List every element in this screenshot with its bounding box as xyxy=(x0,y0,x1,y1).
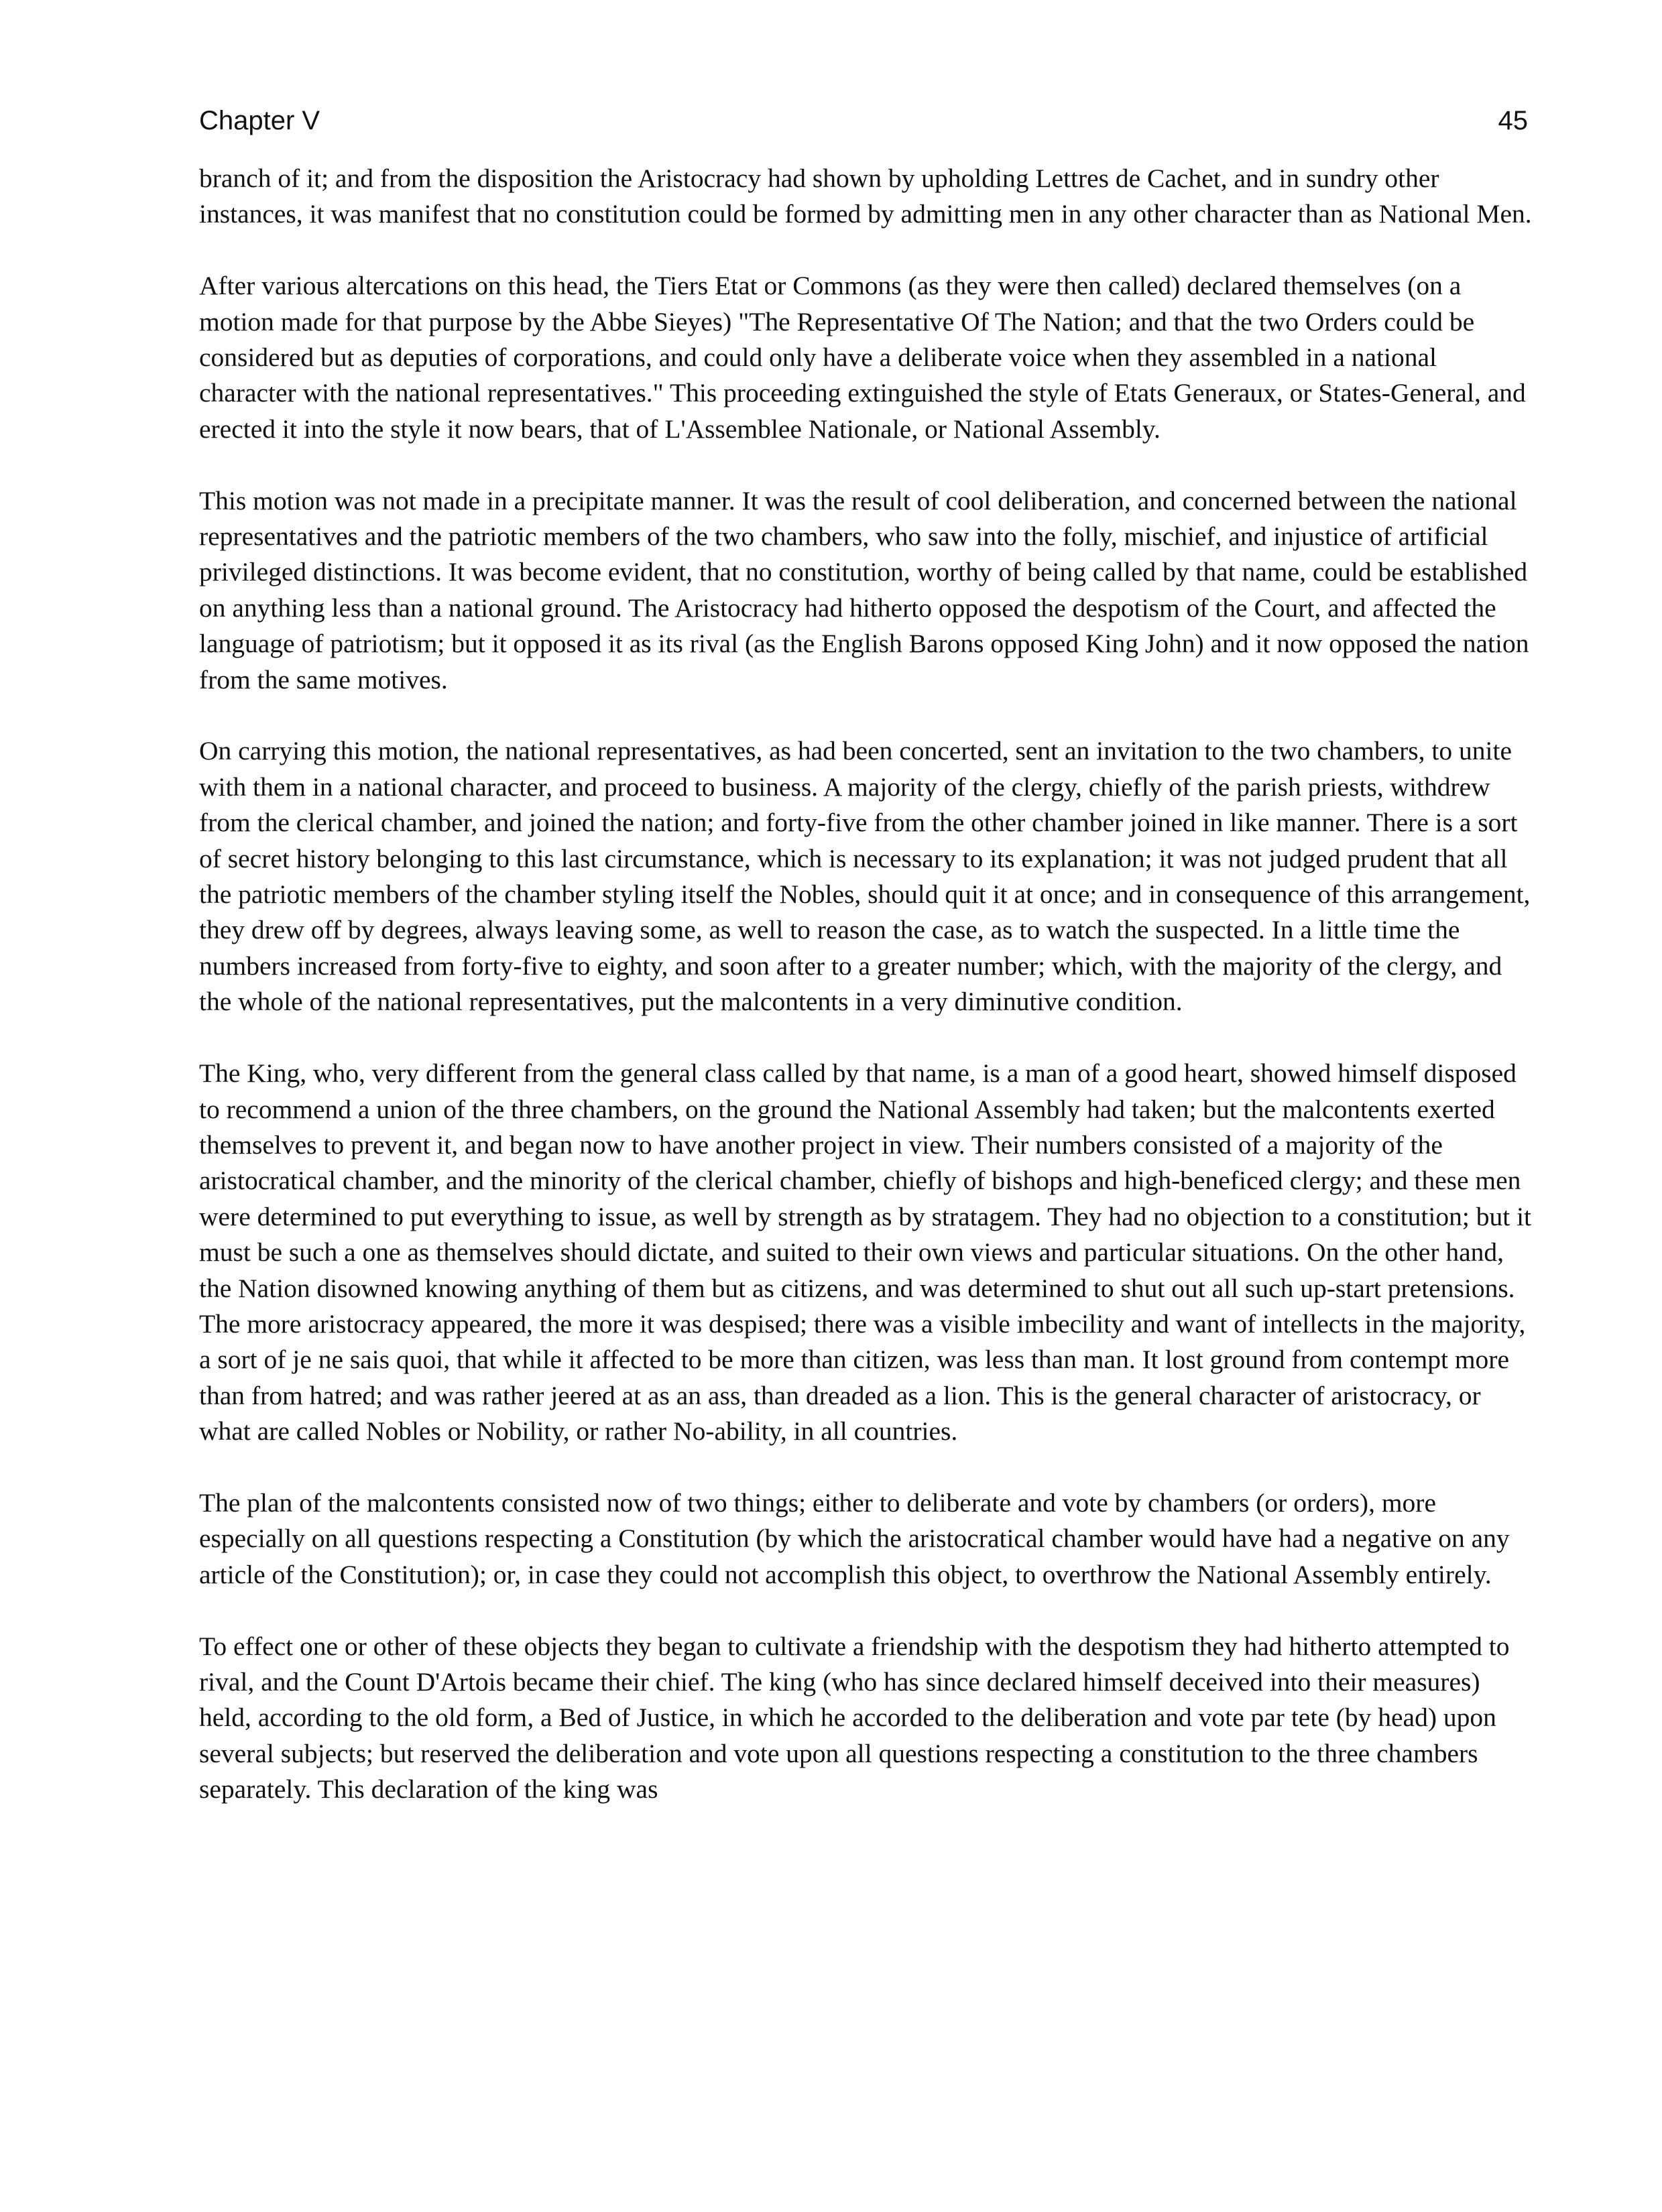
chapter-title: Chapter V xyxy=(199,106,320,135)
running-header xyxy=(199,101,1528,141)
paragraph: After various altercations on this head, the Tiers Etat or Commons (as they were then called) declared themselves (on a motion made for that purpose by the Abbe Sieyes) "The Representative Of The Nation; and that the two Orders could be considered but as deputies of corporations, and could only have a deliberate voice when they assembled in a national character with the national representatives." This proceeding extinguished the style of Etats Generaux, or States-General, and erected it into the style it now bears, that of L'Assemblee Nationale, or National Assembly. xyxy=(199,271,1526,444)
paragraph: To effect one or other of these objects they began to cultivate a friendship with the despotism they had hitherto attempted to rival, and the Count D'Artois became their chief. The king (who has since declared himself deceived into their measures) held, according to the old form, a Bed of Justice, in which he accorded to the deliberation and vote par tete (by head) upon several subjects; but reserved the deliberation and vote upon all questions respecting a constitution to the three chambers separately. This declaration of the king was xyxy=(199,1631,1510,1804)
paragraph: This motion was not made in a precipitate manner. It was the result of cool deliberation, and concerned between the national representatives and the patriotic members of the two chambers, who saw into the folly, mischief, and injustice of artificial privileged distinctions. It was become evident, that no constitution, worthy of being called by that name, could be established on anything less than a national ground. The Aristocracy had hitherto opposed the despotism of the Court, and affected the language of patriotism; but it opposed it as its rival (as the English Barons opposed King John) and it now opposed the nation from the same motives. xyxy=(199,485,1529,694)
body-text xyxy=(199,161,1533,1808)
paragraph: The King, who, very different from the general class called by that name, is a man of a good heart, showed himself disposed to recommend a union of the three chambers, on the ground the National Assembly had taken; but the malcontents exerted themselves to prevent it, and began now to have another project in view. Their numbers consisted of a majority of the aristocratical chamber, and the minority of the clerical chamber, chiefly of bishops and high-beneficed clergy; and these men were determined to put everything to issue, as well by strength as by stratagem. They had no objection to a constitution; but it must be such a one as themselves should dictate, and suited to their own views and particular situations. On the other hand, the Nation disowned knowing anything of them but as citizens, and was determined to shut out all such up-start pretensions. The more aristocracy appeared, the more it was despised; there was a visible imbecility and want of intellects in the majority, a sort of je ne sais quoi, that while it affected to be more than citizen, was less than man. It lost ground from contempt more than from hatred; and was rather jeered at as an ass, than dreaded as a lion. This is the general character of aristocracy, or what are called Nobles or Nobility, or rather No-ability, in all countries. xyxy=(199,1058,1532,1447)
paragraph: On carrying this motion, the national representatives, as had been concerted, sent an invitation to the two chambers, to unite with them in a national character, and proceed to business. A majority of the clergy, chiefly of the parish priests, withdrew from the clerical chamber, and joined the nation; and forty-five from the other chamber joined in like manner. There is a sort of secret history belonging to this last circumstance, which is necessary to its explanation; it was not judged prudent that all the patriotic members of the chamber styling itself the Nobles, should quit it at once; and in consequence of this arrangement, they drew off by degrees, always leaving some, as well to reason the case, as to watch the suspected. In a little time the numbers increased from forty-five to eighty, and soon after to a greater number; which, with the majority of the clergy, and the whole of the national representatives, put the malcontents in a very diminutive condition. xyxy=(199,736,1531,1017)
page-number: 45 xyxy=(1498,106,1528,135)
paragraph: branch of it; and from the disposition the Aristocracy had shown by upholding Lettres de Cachet, and in sundry other instances, it was manifest that no constitution could be formed by admitting men in any other character than as National Men. xyxy=(199,164,1532,229)
paragraph: The plan of the malcontents consisted now of two things; either to deliberate and vote by chambers (or orders), more especially on all questions respecting a Constitution (by which the aristocratical chamber would have had a negative on any article of the Constitution); or, in case they could not accomplish this object, to overthrow the National Assembly entirely. xyxy=(199,1487,1510,1589)
